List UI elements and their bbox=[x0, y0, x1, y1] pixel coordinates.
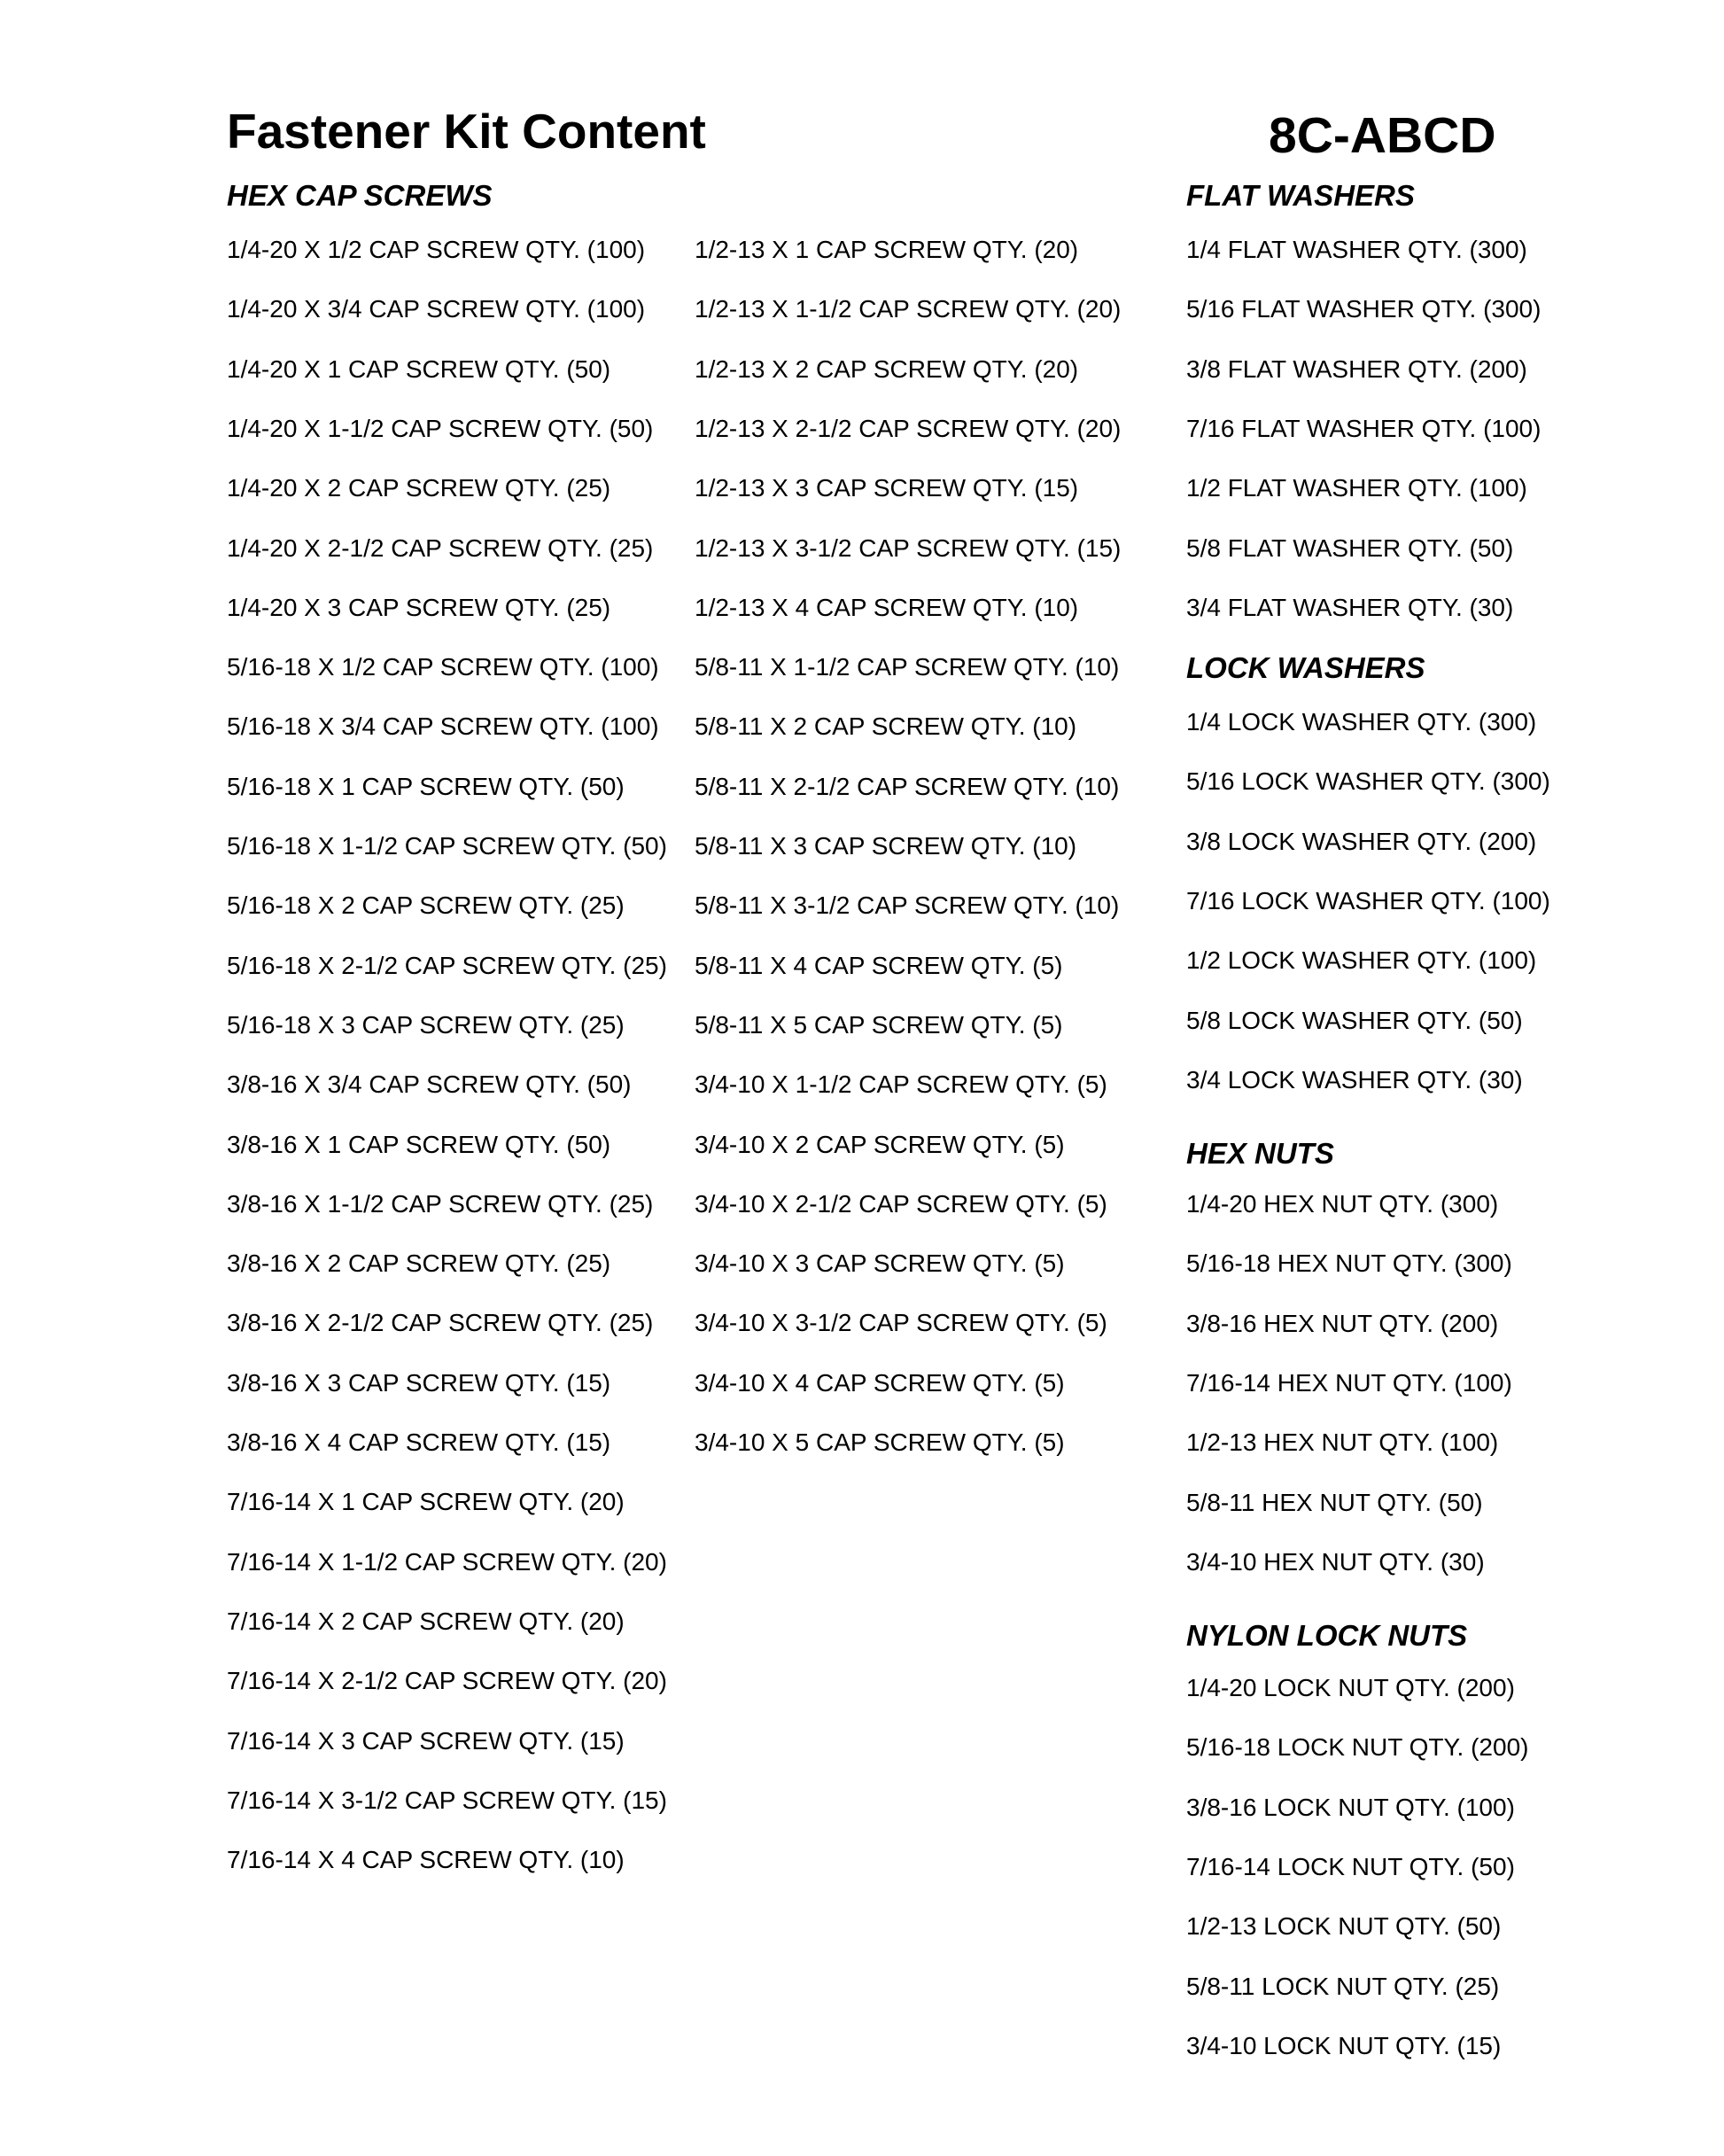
section-heading-flat-washers: FLAT WASHERS bbox=[1186, 179, 1415, 212]
hex-cap-screw-item: 7/16-14 X 3 CAP SCREW QTY. (15) bbox=[227, 1726, 625, 1755]
hex-cap-screw-item: 3/4-10 X 3 CAP SCREW QTY. (5) bbox=[695, 1249, 1065, 1278]
hex-cap-screw-item: 1/2-13 X 2 CAP SCREW QTY. (20) bbox=[695, 354, 1079, 383]
hex-cap-screw-item: 3/8-16 X 1-1/2 CAP SCREW QTY. (25) bbox=[227, 1189, 654, 1218]
hex-cap-screw-item: 3/4-10 X 1-1/2 CAP SCREW QTY. (5) bbox=[695, 1070, 1107, 1099]
flat-washer-item: 5/8 FLAT WASHER QTY. (50) bbox=[1186, 533, 1514, 562]
nylon-lock-nut-item: 5/8-11 LOCK NUT QTY. (25) bbox=[1186, 1972, 1500, 2000]
hex-cap-screw-item: 1/2-13 X 1 CAP SCREW QTY. (20) bbox=[695, 236, 1079, 263]
hex-cap-screw-item: 3/8-16 X 2-1/2 CAP SCREW QTY. (25) bbox=[227, 1309, 654, 1337]
hex-cap-screw-item: 1/4-20 X 1/2 CAP SCREW QTY. (100) bbox=[227, 236, 646, 263]
kit-code: 8C-ABCD bbox=[1269, 107, 1496, 164]
hex-cap-screw-item: 5/8-11 X 1-1/2 CAP SCREW QTY. (10) bbox=[695, 653, 1120, 681]
page-title: Fastener Kit Content bbox=[227, 104, 706, 159]
lock-washer-item: 5/16 LOCK WASHER QTY. (300) bbox=[1186, 767, 1550, 796]
hex-cap-screw-item: 1/4-20 X 1-1/2 CAP SCREW QTY. (50) bbox=[227, 414, 654, 442]
hex-cap-screw-item: 5/8-11 X 4 CAP SCREW QTY. (5) bbox=[695, 951, 1063, 979]
hex-cap-screw-item: 1/2-13 X 1-1/2 CAP SCREW QTY. (20) bbox=[695, 295, 1122, 323]
lock-washer-item: 7/16 LOCK WASHER QTY. (100) bbox=[1186, 886, 1550, 915]
hex-cap-screw-item: 5/16-18 X 2-1/2 CAP SCREW QTY. (25) bbox=[227, 951, 667, 979]
hex-cap-screw-item: 3/4-10 X 2 CAP SCREW QTY. (5) bbox=[695, 1130, 1065, 1158]
flat-washer-item: 3/8 FLAT WASHER QTY. (200) bbox=[1186, 354, 1527, 383]
section-heading-hex-cap-screws: HEX CAP SCREWS bbox=[227, 179, 493, 212]
hex-cap-screw-item: 5/16-18 X 3 CAP SCREW QTY. (25) bbox=[227, 1010, 625, 1039]
nylon-lock-nut-item: 3/8-16 LOCK NUT QTY. (100) bbox=[1186, 1793, 1515, 1821]
hex-cap-screw-item: 5/8-11 X 3-1/2 CAP SCREW QTY. (10) bbox=[695, 891, 1120, 920]
hex-cap-screw-item: 1/2-13 X 4 CAP SCREW QTY. (10) bbox=[695, 593, 1079, 621]
flat-washer-item: 1/4 FLAT WASHER QTY. (300) bbox=[1186, 236, 1527, 263]
section-heading-hex-nuts: HEX NUTS bbox=[1186, 1137, 1334, 1170]
flat-washer-item: 7/16 FLAT WASHER QTY. (100) bbox=[1186, 414, 1542, 442]
flat-washer-item: 5/16 FLAT WASHER QTY. (300) bbox=[1186, 295, 1542, 323]
lock-washer-item: 1/2 LOCK WASHER QTY. (100) bbox=[1186, 946, 1537, 975]
lock-washer-item: 3/8 LOCK WASHER QTY. (200) bbox=[1186, 827, 1537, 855]
hex-cap-screw-item: 3/4-10 X 2-1/2 CAP SCREW QTY. (5) bbox=[695, 1189, 1107, 1218]
lock-washer-item: 3/4 LOCK WASHER QTY. (30) bbox=[1186, 1065, 1523, 1094]
hex-cap-screw-item: 3/4-10 X 4 CAP SCREW QTY. (5) bbox=[695, 1368, 1065, 1397]
hex-cap-screw-item: 5/16-18 X 1/2 CAP SCREW QTY. (100) bbox=[227, 653, 659, 681]
hex-nut-item: 3/4-10 HEX NUT QTY. (30) bbox=[1186, 1547, 1485, 1576]
hex-cap-screw-item: 1/4-20 X 1 CAP SCREW QTY. (50) bbox=[227, 354, 611, 383]
hex-cap-screw-item: 1/4-20 X 3 CAP SCREW QTY. (25) bbox=[227, 593, 611, 621]
hex-cap-screw-item: 1/2-13 X 3 CAP SCREW QTY. (15) bbox=[695, 474, 1079, 502]
flat-washer-item: 3/4 FLAT WASHER QTY. (30) bbox=[1186, 593, 1514, 621]
hex-cap-screw-item: 7/16-14 X 1 CAP SCREW QTY. (20) bbox=[227, 1488, 625, 1516]
hex-cap-screw-item: 5/8-11 X 3 CAP SCREW QTY. (10) bbox=[695, 832, 1077, 860]
nylon-lock-nut-item: 5/16-18 LOCK NUT QTY. (200) bbox=[1186, 1733, 1529, 1762]
section-heading-lock-washers: LOCK WASHERS bbox=[1186, 651, 1425, 684]
hex-cap-screw-item: 5/16-18 X 1-1/2 CAP SCREW QTY. (50) bbox=[227, 832, 667, 860]
hex-cap-screw-item: 1/4-20 X 3/4 CAP SCREW QTY. (100) bbox=[227, 295, 646, 323]
hex-cap-screw-item: 3/8-16 X 3 CAP SCREW QTY. (15) bbox=[227, 1368, 611, 1397]
hex-cap-screw-item: 7/16-14 X 2-1/2 CAP SCREW QTY. (20) bbox=[227, 1667, 667, 1695]
section-heading-nylon-lock-nuts: NYLON LOCK NUTS bbox=[1186, 1619, 1468, 1652]
hex-cap-screw-item: 5/8-11 X 2-1/2 CAP SCREW QTY. (10) bbox=[695, 772, 1120, 800]
hex-nut-item: 1/4-20 HEX NUT QTY. (300) bbox=[1186, 1190, 1499, 1218]
flat-washer-item: 1/2 FLAT WASHER QTY. (100) bbox=[1186, 474, 1527, 502]
hex-cap-screw-item: 7/16-14 X 3-1/2 CAP SCREW QTY. (15) bbox=[227, 1786, 667, 1814]
hex-cap-screw-item: 3/8-16 X 1 CAP SCREW QTY. (50) bbox=[227, 1130, 611, 1158]
nylon-lock-nut-item: 1/4-20 LOCK NUT QTY. (200) bbox=[1186, 1674, 1515, 1701]
hex-cap-screw-item: 1/4-20 X 2-1/2 CAP SCREW QTY. (25) bbox=[227, 533, 654, 562]
lock-washer-item: 1/4 LOCK WASHER QTY. (300) bbox=[1186, 708, 1537, 736]
lock-washer-item: 5/8 LOCK WASHER QTY. (50) bbox=[1186, 1006, 1523, 1034]
hex-cap-screw-item: 7/16-14 X 4 CAP SCREW QTY. (10) bbox=[227, 1846, 625, 1874]
hex-cap-screw-item: 3/8-16 X 2 CAP SCREW QTY. (25) bbox=[227, 1249, 611, 1278]
nylon-lock-nut-item: 3/4-10 LOCK NUT QTY. (15) bbox=[1186, 2031, 1502, 2059]
hex-cap-screw-item: 5/8-11 X 2 CAP SCREW QTY. (10) bbox=[695, 712, 1077, 741]
hex-cap-screw-item: 3/4-10 X 5 CAP SCREW QTY. (5) bbox=[695, 1428, 1065, 1456]
hex-cap-screw-item: 5/16-18 X 3/4 CAP SCREW QTY. (100) bbox=[227, 712, 659, 741]
hex-cap-screw-item: 5/16-18 X 2 CAP SCREW QTY. (25) bbox=[227, 891, 625, 920]
hex-nut-item: 5/16-18 HEX NUT QTY. (300) bbox=[1186, 1249, 1512, 1278]
hex-cap-screw-item: 1/4-20 X 2 CAP SCREW QTY. (25) bbox=[227, 474, 611, 502]
hex-cap-screw-item: 3/4-10 X 3-1/2 CAP SCREW QTY. (5) bbox=[695, 1309, 1107, 1337]
hex-cap-screw-item: 7/16-14 X 2 CAP SCREW QTY. (20) bbox=[227, 1607, 625, 1635]
hex-nut-item: 3/8-16 HEX NUT QTY. (200) bbox=[1186, 1309, 1499, 1337]
hex-cap-screw-item: 5/16-18 X 1 CAP SCREW QTY. (50) bbox=[227, 772, 625, 800]
hex-cap-screw-item: 1/2-13 X 3-1/2 CAP SCREW QTY. (15) bbox=[695, 533, 1122, 562]
hex-cap-screw-item: 5/8-11 X 5 CAP SCREW QTY. (5) bbox=[695, 1010, 1063, 1039]
hex-nut-item: 7/16-14 HEX NUT QTY. (100) bbox=[1186, 1368, 1512, 1397]
nylon-lock-nut-item: 1/2-13 LOCK NUT QTY. (50) bbox=[1186, 1912, 1502, 1941]
hex-nut-item: 1/2-13 HEX NUT QTY. (100) bbox=[1186, 1428, 1499, 1457]
nylon-lock-nut-item: 7/16-14 LOCK NUT QTY. (50) bbox=[1186, 1852, 1515, 1880]
hex-cap-screw-item: 3/8-16 X 4 CAP SCREW QTY. (15) bbox=[227, 1428, 611, 1456]
hex-cap-screw-item: 3/8-16 X 3/4 CAP SCREW QTY. (50) bbox=[227, 1070, 632, 1099]
hex-nut-item: 5/8-11 HEX NUT QTY. (50) bbox=[1186, 1488, 1483, 1516]
hex-cap-screw-item: 7/16-14 X 1-1/2 CAP SCREW QTY. (20) bbox=[227, 1547, 667, 1576]
hex-cap-screw-item: 1/2-13 X 2-1/2 CAP SCREW QTY. (20) bbox=[695, 414, 1122, 442]
